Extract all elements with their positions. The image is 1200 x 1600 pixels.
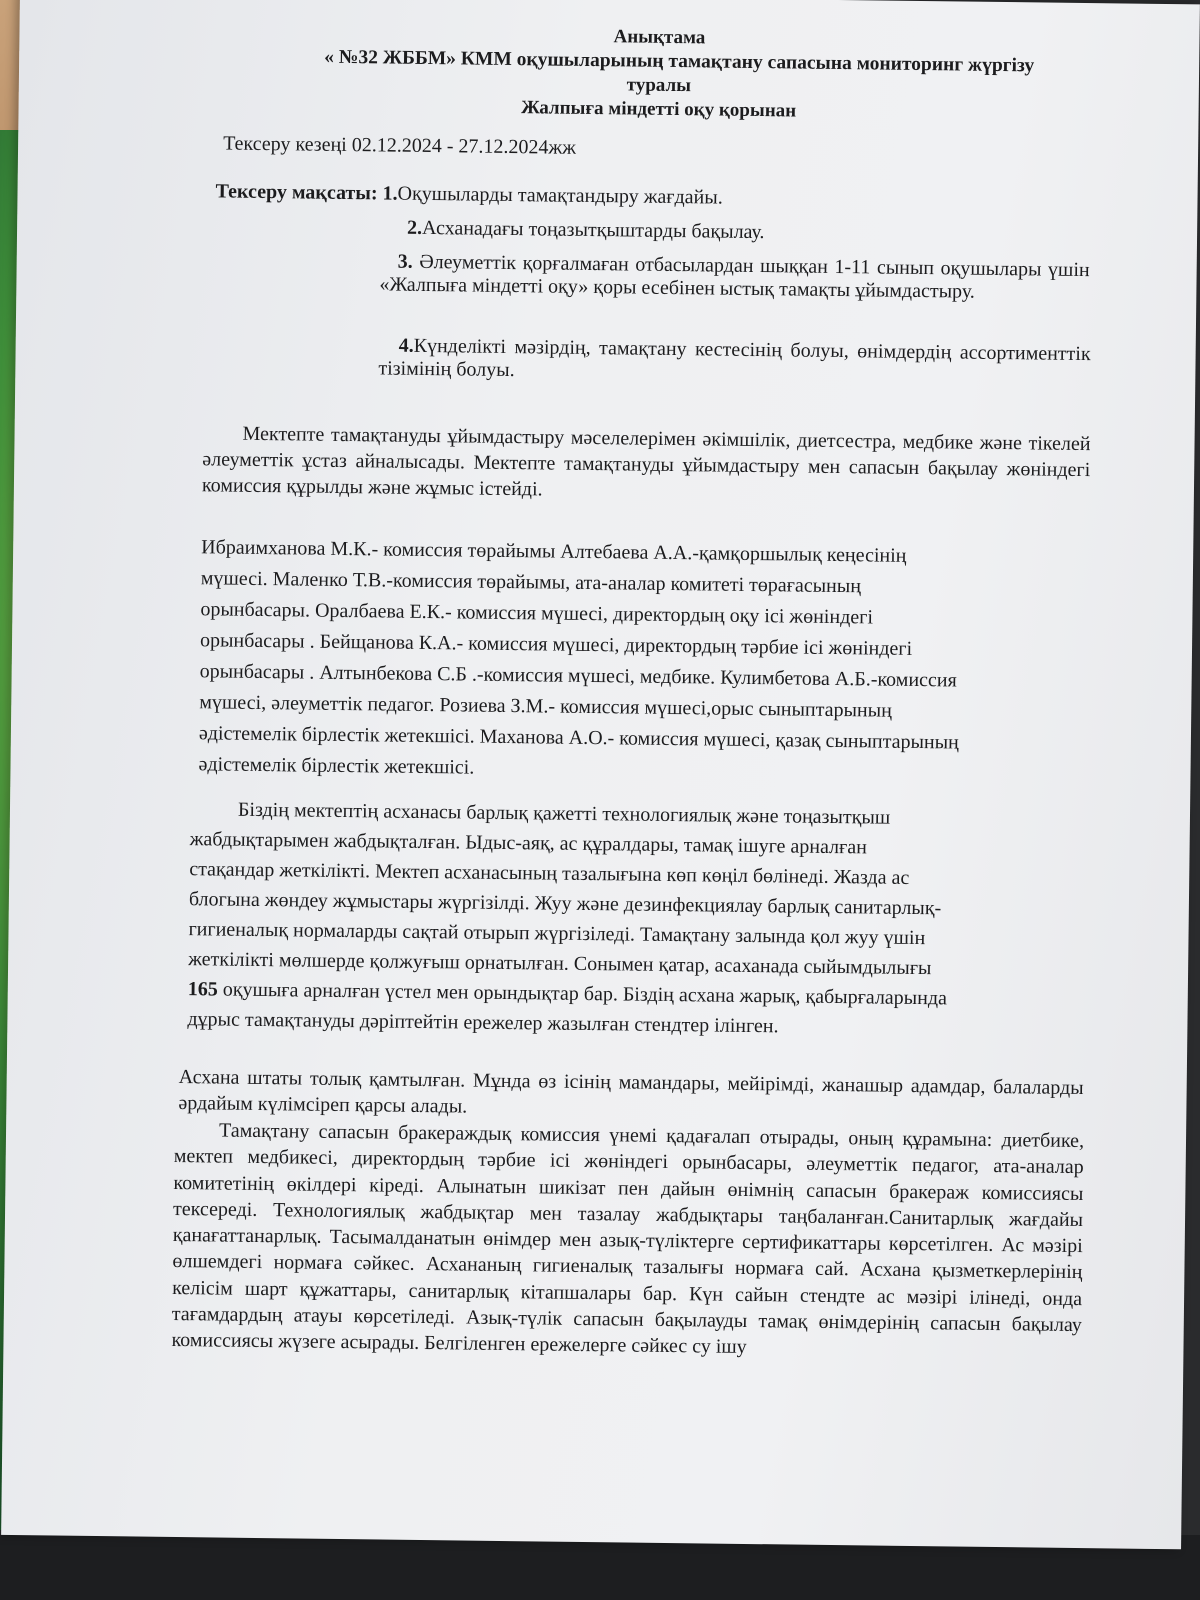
paragraph-organization: Мектепте тамақтануды ұйымдастыру мәселелерімен әкімшілік, диетсестра, медбике және тікелей әлеуметтік ұстаз айналысады. Мектепте тамақтануды ұйымдастыру мен сапасын бақылау жөніндегі комиссия құрылды және жұмыс істейді. [201,422,1091,501]
goal-text: Әлеуметтік қорғалмаған отбасылардан шыққан 1-11 сынып оқушылары үшін «Жалпыға міндетті оқу» қоры есебінен ыстық тамақты ұйымдастыру. [379,250,1090,303]
member-line: әдістемелік бірлестік жетекшісі. [198,753,475,779]
goal-text: Оқушыларды тамақтандыру жағдайы. [397,182,723,209]
inspection-period: Тексеру кезеңі 02.12.2024 - 27.12.2024жж [223,132,577,159]
document-page [1,0,1200,1549]
canteen-line: Біздің мектептің асханасы барлық қажетті технологиялық және тоңазытқыш [237,798,891,829]
goal-item-4 [378,334,1091,389]
member-line: Ибраимханова М.К.- комиссия төрайымы Алтебаева А.А.-қамқоршылық кеңесінің [201,536,907,567]
member-line: орынбасары. Оралбаева Е.К.- комиссия мүшесі, директордың оқу ісі жөніндегі [200,598,874,629]
member-line: мүшесі. Маленко Т.В.-комиссия төрайымы, ата-аналар комитеті төрағасының [200,567,862,598]
goals-label: Тексеру мақсаты: [215,180,378,205]
member-line: орынбасары . Бейщанова К.А.- комиссия мүшесі, директордың тәрбие ісі жөніндегі [199,629,913,660]
goal-number: 3. [397,250,413,273]
title-line-1: Анықтама [613,26,706,49]
goal-item-3 [379,250,1090,305]
canteen-line: жабдықтарымен жабдықталған. Ыдыс-аяқ, ас құралдары, тамақ ішуге арналған [189,828,867,859]
goal-number: 1. [382,182,398,205]
member-line: мүшесі, әлеуметтік педагог. Розиева З.М.- комиссия мүшесі,орыс сыныптарының [199,691,892,722]
canteen-line-text: оқушыға арналған үстел мен орындықтар бар. Біздің асхана жарық, қабырғаларында [222,978,948,1010]
goals-line-1 [215,180,722,209]
paragraph-canteen [187,794,949,1043]
paragraph-staff: Асхана штаты толық қамтылған. Мұнда өз ісінің мамандары, мейірімді, жанашыр адамдар, балаларды әрдайым күлімсіреп қарсы алады. [178,1066,1084,1118]
member-line: орынбасары . Алтынбекова С.Б .-комиссия мүшесі, медбике. Кулимбетова А.Б.-комиссия [199,660,957,692]
goal-text: Асханадағы тоңазытқыштарды бақылау. [421,216,765,244]
paragraph-quality-control: Тамақтану сапасын бракераждық комиссия үнемі қадағалап отырады, оның құрамына: диетбике, мектеп медбикесі, директордың тәрбие ісі жөніндегі орынбасары, әлеуметтік педагог, ата-аналар комитетінің өкілдері кіреді. Алынатын шикізат пен дайын өнімнің сапасын бракераж комиссиясы тексереді. Технологиялық жабдықтар мен тазалау жабдықтары таңбаланған.Санитарлық жағдайы қанағаттанарлық. Тасымалданатын өнімдер мен азық-түліктерге сертификаттары көрсетілген. Ас мәзірі өлшемдегі нормаға сәйкес. Асхананың гигиеналық тазалығы нормаға сай. Асхана қызметкерлерінің келісім шарт құжаттары, санитарлық кітапшалары бар. Күн сайын стендте ас мәзірі ілінеді, онда тағамдардың атауы көрсетіледі. Азық-түлік сапасын бақылауды тамақ өнімдерінің сапасын бақылау комиссиясы жүзеге асырады. Белгіленген ережелерге сәйкес су ішу [171,1119,1085,1359]
member-line: әдістемелік бірлестік жетекшісі. Маханова А.О.- комиссия мүшесі, қазақ сыныптарының [198,722,959,754]
title-line-4: Жалпыға міндетті оқу қорынан [520,97,797,122]
goal-number: 4. [398,334,414,357]
canteen-line: дұрыс тамақтануды дәріптейтін ережелер жазылған стендтер ілінген. [187,1008,779,1038]
title-line-2: « №32 ЖББМ» КММ оқушыларының тамақтану сапасына мониторинг жүргізу [324,46,1035,77]
seat-count: 165 [187,978,218,1001]
goal-number: 2. [406,216,423,239]
commission-members-list [198,532,961,789]
document-title [218,20,1099,127]
title-line-3: туралы [626,74,692,97]
goal-text: Күнделікті мәзірдің, тамақтану кестесінің болуы, өнімдердің ассортименттік тізімінің болуы. [378,334,1091,382]
canteen-line: стақандар жеткілікті. Мектеп асханасының тазалығына көп көңіл бөлінеді. Жазда ас [189,858,910,889]
canteen-line: блогына жөндеу жұмыстары жүргізілді. Жуу және дезинфекциялау барлық санитарлық- [188,888,942,920]
canteen-line: гигиеналық нормаларды сақтай отырып жүргізіледі. Тамақтану залында қол жуу үшін [188,918,926,950]
canteen-line: жеткілікті мөлшерде қолжуғыш орнатылған. Сонымен қатар, асаханада сыйымдылығы [188,948,932,980]
goal-item-2 [407,217,765,244]
